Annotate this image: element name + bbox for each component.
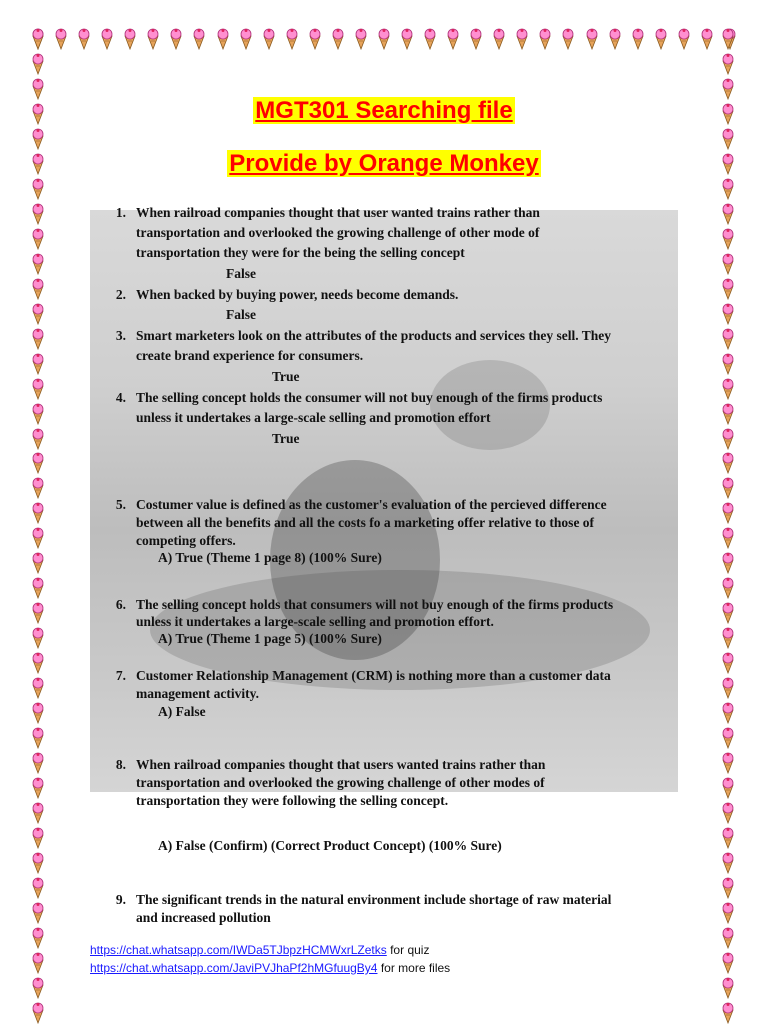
ice-cream-cone-icon <box>30 902 46 924</box>
question-number: 4. <box>115 390 126 405</box>
question-line: and increased pollution <box>136 910 271 925</box>
ice-cream-cone-icon <box>720 353 736 375</box>
ice-cream-cone-icon <box>53 28 69 50</box>
ice-cream-cone-icon <box>30 303 46 325</box>
question-line: create brand experience for consumers. <box>136 348 364 363</box>
ice-cream-cone-icon <box>653 28 669 50</box>
ice-cream-cone-icon <box>537 28 553 50</box>
ice-cream-cone-icon <box>720 602 736 624</box>
ice-cream-cone-icon <box>30 702 46 724</box>
ice-cream-cone-icon <box>30 877 46 899</box>
ice-cream-cone-icon <box>607 28 623 50</box>
ice-cream-cone-icon <box>720 777 736 799</box>
ice-cream-cone-icon <box>720 627 736 649</box>
ice-cream-cone-icon <box>720 902 736 924</box>
ice-cream-cone-icon <box>720 1002 736 1024</box>
ice-cream-cone-icon <box>720 752 736 774</box>
ice-cream-cone-icon <box>30 452 46 474</box>
ice-cream-cone-icon <box>720 328 736 350</box>
ice-cream-cone-icon <box>30 228 46 250</box>
ice-cream-cone-icon <box>720 977 736 999</box>
question-line: between all the benefits and all the costs fo a marketing offer relative to those of <box>136 515 595 530</box>
ice-cream-cone-icon <box>30 527 46 549</box>
ice-cream-cone-icon <box>30 128 46 150</box>
ice-cream-cone-icon <box>168 28 184 50</box>
ice-cream-cone-icon <box>720 877 736 899</box>
question-line: Smart marketers look on the attributes of the products and services they sell. They <box>136 328 611 343</box>
answer: A) True (Theme 1 page 8) (100% Sure) <box>158 550 382 565</box>
ice-cream-cone-icon <box>191 28 207 50</box>
question-line: transportation and overlooked the growing challenge of other mode of <box>136 225 540 240</box>
ice-cream-cone-icon <box>30 328 46 350</box>
ice-cream-cone-icon <box>676 28 692 50</box>
question-line: The significant trends in the natural environment include shortage of raw material <box>136 892 612 907</box>
ice-cream-cone-icon <box>30 727 46 749</box>
ice-cream-cone-icon <box>491 28 507 50</box>
files-group-link-row <box>90 961 450 975</box>
document-subtitle: Provide by Orange Monkey <box>229 150 539 177</box>
ice-cream-cone-icon <box>720 303 736 325</box>
ice-cream-cone-icon <box>30 952 46 974</box>
ice-cream-cone-icon <box>30 652 46 674</box>
question-line: The selling concept holds that consumers will not buy enough of the firms products <box>136 597 614 612</box>
ice-cream-cone-icon <box>122 28 138 50</box>
ice-cream-cone-icon <box>30 552 46 574</box>
ice-cream-cone-icon <box>353 28 369 50</box>
question-line: When railroad companies thought that users wanted trains rather than <box>136 757 546 772</box>
ice-cream-cone-icon <box>30 278 46 300</box>
ice-cream-cone-icon <box>720 253 736 275</box>
ice-cream-cone-icon <box>30 977 46 999</box>
question-line: transportation and overlooked the growing challenge of other modes of <box>136 775 545 790</box>
question-number: 3. <box>115 328 126 343</box>
question-line: management activity. <box>136 686 259 701</box>
ice-cream-cone-icon <box>720 53 736 75</box>
ice-cream-cone-icon <box>720 677 736 699</box>
ice-cream-cone-icon <box>720 128 736 150</box>
ice-cream-cone-icon <box>238 28 254 50</box>
ice-cream-cone-icon <box>99 28 115 50</box>
ice-cream-cone-icon <box>720 477 736 499</box>
ice-cream-cone-icon <box>330 28 346 50</box>
ice-cream-cone-icon <box>30 827 46 849</box>
ice-cream-cone-icon <box>30 577 46 599</box>
question-number: 1. <box>115 205 126 220</box>
ice-cream-cone-icon <box>261 28 277 50</box>
question-number: 5. <box>115 497 126 512</box>
ice-cream-cone-icon <box>30 752 46 774</box>
quiz-group-link-row <box>90 943 429 957</box>
answer: True <box>272 431 300 446</box>
document-title: MGT301 Searching file <box>255 97 513 124</box>
ice-cream-cone-icon <box>76 28 92 50</box>
ice-cream-cone-icon <box>468 28 484 50</box>
ice-cream-cone-icon <box>399 28 415 50</box>
ice-cream-cone-icon <box>720 278 736 300</box>
answer: False <box>226 266 256 281</box>
files-group-link[interactable]: https://chat.whatsapp.com/JaviPVJhaPf2hMGfuugBy4 <box>90 961 378 975</box>
ice-cream-cone-icon <box>30 777 46 799</box>
ice-cream-cone-icon <box>720 428 736 450</box>
ice-cream-cone-icon <box>560 28 576 50</box>
ice-cream-cone-icon <box>720 552 736 574</box>
ice-cream-cone-icon <box>284 28 300 50</box>
ice-cream-cone-icon <box>584 28 600 50</box>
ice-cream-cone-icon <box>30 428 46 450</box>
ice-cream-cone-icon <box>30 403 46 425</box>
ice-cream-cone-icon <box>514 28 530 50</box>
ice-cream-cone-icon <box>30 203 46 225</box>
ice-cream-cone-icon <box>720 952 736 974</box>
border-top <box>30 28 738 50</box>
ice-cream-cone-icon <box>30 378 46 400</box>
question-line: When railroad companies thought that user wanted trains rather than <box>136 205 540 220</box>
link-note: for quiz <box>386 943 430 957</box>
ice-cream-cone-icon <box>30 353 46 375</box>
answer: A) True (Theme 1 page 5) (100% Sure) <box>158 631 382 646</box>
question-number: 7. <box>115 668 126 683</box>
ice-cream-cone-icon <box>720 228 736 250</box>
ice-cream-cone-icon <box>720 527 736 549</box>
ice-cream-cone-icon <box>30 502 46 524</box>
ice-cream-cone-icon <box>30 802 46 824</box>
ice-cream-cone-icon <box>720 452 736 474</box>
question-line: competing offers. <box>136 533 236 548</box>
question-number: 2. <box>115 287 126 302</box>
ice-cream-cone-icon <box>307 28 323 50</box>
ice-cream-cone-icon <box>30 852 46 874</box>
question-line: unless it undertakes a large-scale selling and promotion effort. <box>136 614 494 629</box>
ice-cream-cone-icon <box>30 178 46 200</box>
ice-cream-cone-icon <box>720 852 736 874</box>
ice-cream-cone-icon <box>720 28 736 50</box>
question-line: transportation they were following the selling concept. <box>136 793 449 808</box>
ice-cream-cone-icon <box>30 28 46 50</box>
ice-cream-cone-icon <box>720 802 736 824</box>
ice-cream-cone-icon <box>215 28 231 50</box>
ice-cream-cone-icon <box>30 1002 46 1024</box>
ice-cream-cone-icon <box>720 378 736 400</box>
ice-cream-cone-icon <box>720 577 736 599</box>
ice-cream-cone-icon <box>630 28 646 50</box>
question-line: When backed by buying power, needs become demands. <box>136 287 459 302</box>
ice-cream-cone-icon <box>30 53 46 75</box>
ice-cream-cone-icon <box>720 927 736 949</box>
answer: True <box>272 369 300 384</box>
question-line: unless it undertakes a large-scale selling and promotion effort <box>136 410 491 425</box>
ice-cream-cone-icon <box>720 727 736 749</box>
question-line: Costumer value is defined as the customer's evaluation of the percieved difference <box>136 497 607 512</box>
ice-cream-cone-icon <box>720 702 736 724</box>
ice-cream-cone-icon <box>30 253 46 275</box>
question-line: transportation they were for the being the selling concept <box>136 245 465 260</box>
ice-cream-cone-icon <box>422 28 438 50</box>
ice-cream-cone-icon <box>720 827 736 849</box>
ice-cream-cone-icon <box>720 403 736 425</box>
question-number: 6. <box>115 597 126 612</box>
answer: A) False <box>158 704 206 719</box>
ice-cream-cone-icon <box>720 502 736 524</box>
question-line: The selling concept holds the consumer will not buy enough of the firms products <box>136 390 603 405</box>
ice-cream-cone-icon <box>699 28 715 50</box>
link-note: for more files <box>377 961 451 975</box>
ice-cream-cone-icon <box>720 652 736 674</box>
ice-cream-cone-icon <box>30 927 46 949</box>
ice-cream-cone-icon <box>30 602 46 624</box>
ice-cream-cone-icon <box>145 28 161 50</box>
ice-cream-cone-icon <box>445 28 461 50</box>
question-number: 8. <box>115 757 126 772</box>
ice-cream-cone-icon <box>720 178 736 200</box>
ice-cream-cone-icon <box>30 627 46 649</box>
question-line: Customer Relationship Management (CRM) is nothing more than a customer data <box>136 668 611 683</box>
ice-cream-cone-icon <box>30 677 46 699</box>
answer: A) False (Confirm) (Correct Product Concept) (100% Sure) <box>158 838 502 853</box>
ice-cream-cone-icon <box>30 477 46 499</box>
question-number: 9. <box>115 892 126 907</box>
quiz-group-link[interactable]: https://chat.whatsapp.com/IWDa5TJbpzHCMWxrLZetks <box>90 943 387 957</box>
ice-cream-cone-icon <box>720 203 736 225</box>
ice-cream-cone-icon <box>376 28 392 50</box>
answer: False <box>226 307 256 322</box>
